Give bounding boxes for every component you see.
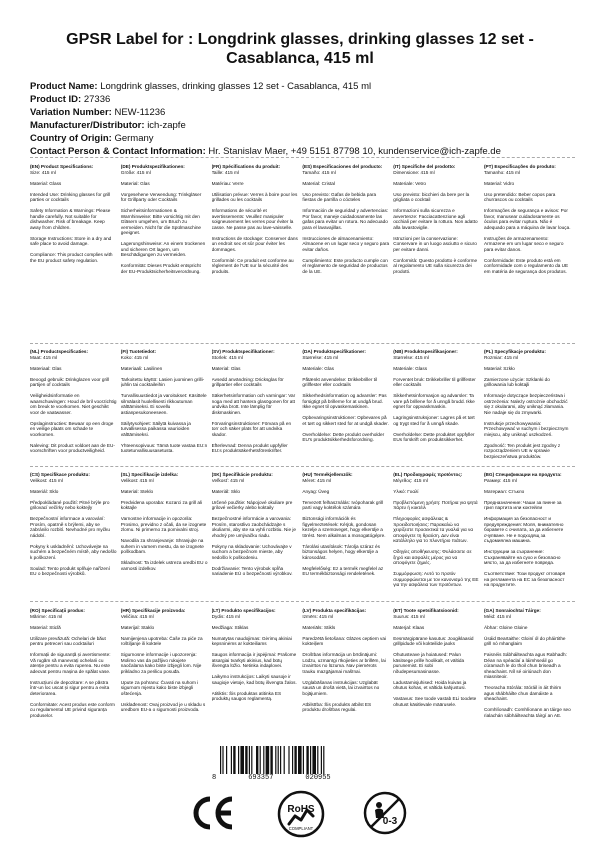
spec-text: Taille: 415 ml Matériau: Verre Utilisation prévue: Verres à boire pour les grillades ou les cocktails Informations de sécurité et avertissements: Veuillez manipuler soigneusement les verres pour éviter la casse. Ne passe pas au lave-vaisselle. Instructions de stockage: Conserver dans un endroit sec et sûr pour éviter les dommages. Conformité: Ce produit est conforme au règlement de l'UE sur la sécurité des produits. [211, 169, 298, 274]
spec-heading: (LT) Produkto specifikacijos: [211, 608, 276, 613]
spec-heading: (HR) Specifikacije proizvoda: [120, 608, 186, 613]
meta-row [30, 132, 575, 145]
spec-block-es [302, 164, 393, 339]
spec-text: Μέγεθος: 415 ml Υλικό: Γυαλί Προβλεπόμενη χρήση: Ποτήρια για ψητά πάρτυ ή κοκτέιλ Πληροφορίες ασφάλειας & προειδοποιήσεις: Παρακαλώ να χειρίζεστε προσεκτικά τα γυαλιά για να αποφύγετε τη θραύση. Δεν είναι κατάλληλο για το πλυντήριο πιάτων. Οδηγίες αποθήκευσης: Φυλάσσετε σε ξηρό και ασφαλές μέρος για να αποφύγετε ζημιές. Συμμόρφωση: Αυτό το προϊόν συμμορφώνεται με τον κανονισμό της ΕΕ για την ασφάλεια των προϊόντων. [393, 477, 479, 587]
spec-text: Veličina: 415 ml Materijal: Staklo Namijenjena upotreba: Čaše za piće za roštiljanje ili koktele Sigurnosne informacije i upozorenja: Molimo vas da pažljivo rukujete naočalama kako biste izbjegli lom. Nije prikladno za perilicu posuđa. Upute za pohranu: Čuvati na suhom i sigurnom mjestu kako biste izbjegli oštećenja. Usklađenost: Ovaj proizvod je u skladu s uredbom EU-a o sigurnosti proizvoda. [120, 613, 206, 712]
rohs-compliant-icon [277, 790, 325, 838]
meta-value: NEW-11236 [114, 107, 166, 118]
title-line-1: GPSR Label for : Longdrink glasses, drinking glasses 12 set - [66, 31, 534, 48]
meta-value: ich-zapfe [147, 120, 186, 131]
spec-heading: (HU) Termékjellemzők: [302, 472, 353, 477]
spec-heading: (NB) Produktspesifikasjoner: [393, 349, 458, 354]
spec-heading: (CS) Specifikace produktu: [30, 472, 90, 477]
divider [30, 466, 575, 467]
spec-text: Dimensione: 415 ml Materiale: Vetro Uso previsto: bicchieri da bere per la grigliata o cocktail Informazioni sulla sicurezza e avvertenze: Facciacattenzione agli occhiali per evitare la rottura. Non adatto alla lavastoviglie. Istruzioni per la conservazione: Conservare in un luogo asciutto e sicuro per evitare danni. Conformità: Questo prodotto è conforme al regolamento UE sulla sicurezza dei prodotti. [393, 169, 478, 274]
spec-block-da [302, 349, 393, 463]
spec-text: Koko: 415 ml Materiaali: Lasilinen Tarkoitettu käyttö: Lasien juominen grilli-juhlin tai cocktaileihin Turvallisuustiedot ja varoitukset: Käsittele silmälasit huolellisesti rikkoutuman välttämiseksi. Ei sovellu astianpesukoneeseen. Säilytysohjeet: Säilytä kuivassa ja turvallisessa paikassa vaurioiden välttämiseksi. Yhteensopivuus: Tämä tuote vastaa EU:n tuoteturvallisuusasetusta. [120, 354, 208, 453]
spec-block-el [393, 472, 484, 598]
spec-heading: (DE) Produktspezifikationen: [120, 164, 185, 169]
spec-heading: (SK) Špecifikácie produktu: [211, 472, 273, 477]
meta-key: Variation Number: [30, 107, 112, 118]
not-for-children-0-3-icon [362, 790, 408, 836]
spec-heading: (EL) Προδιαγραφές προϊόντος: [393, 472, 463, 477]
barcode-digits [212, 774, 382, 782]
spec-block-hu [302, 472, 393, 598]
meta-row [30, 93, 575, 106]
ean-barcode [212, 746, 372, 782]
spec-text: Размер: 415 ml Материал: Стъкло Предназначение: Чаши за пиене за грил партита или коктейли Информация за безопасност и предупреждения: Моля, внимателно боравете с очилата, за да избегнете счупване. Не е подходящ за съдомиялна машина. Инструкции за съхранение: Съхранявайте на сухо и безопасно място, за да избегнете повреда. Съответствие: Този продукт отговаря на регламента на ЕС за безопасност на продуктите. [483, 477, 566, 587]
spec-row-2 [30, 349, 575, 463]
divider [30, 343, 575, 344]
spec-row-3 [30, 472, 575, 598]
barcode-digit-lead: 8 [212, 774, 217, 782]
meta-row [30, 80, 575, 93]
age-text: 0-3 [382, 816, 398, 827]
spec-heading: (SV) Produktspecifikationer: [211, 349, 275, 354]
spec-text: Størrelse: 415 ml Materiale: Glas Påtænkt anvendelse: Drikkebriller til grillfester eller cocktails Sikkerhedsinformation og advarsler: Pas forsigtigt på brillerne for at undgå brud. Ikke egnet til opvaskemaskinen. Opbevaringsinstruktioner: Opbevares på et tørt og sikkert sted for at undgå skader. Overholdelse: Dette produkt overholder EU's produktsikkerhedsforordning. [302, 354, 389, 442]
spec-heading: (ET) Toote spetsifikatsioonid: [393, 608, 459, 613]
spec-heading: (RO) Specificații produs: [30, 608, 85, 613]
spec-row-1 [30, 164, 575, 339]
divider [30, 601, 575, 602]
spec-heading: (PL) Specyfikacje produktu: [483, 349, 546, 354]
spec-text: Velikost: 415 ml Material: Steklo Predvidena uporaba: Kozarci za grill ali koktajle Varnostne informacije in opozorila: Prosimo, previdno z očali, da se izognete zlomu. Ni primerno za pomivalni stroj. Navodila za shranjevanje: Shranjujte na suhem in varnem mestu, da se izognete poškodbam. Skladnost: Ta izdelek ustreza uredbi EU o varnosti izdelkov. [120, 477, 208, 571]
spec-block-sl [121, 472, 212, 598]
spec-text: Größe: 415 ml Material: Glas Vorgesehene Verwendung: Trinkgläser für Grillparty oder Cocktails Sicherheitsinformationen & Warnhinweise: Bitte vorsichtig mit den Gläsern umgehen, um Bruch zu vermeiden. Nicht für die Spülmaschine geeignet. Lagerungshinweise: An einem trockenen und sicheren Ort lagern, um Beschädigungen zu vermeiden. Konformität: Dieses Produkt entspricht der EU-Produktsicherheitsverordnung. [120, 169, 206, 274]
spec-block-de [121, 164, 212, 339]
spec-block-pt [484, 164, 575, 339]
spec-heading: (DA) Produktspecifikationer: [302, 349, 366, 354]
meta-key: Product ID: [30, 94, 82, 105]
barcode-digits-left: 693357 [248, 774, 274, 782]
rohs-sub-text: COMPLIANT [288, 826, 314, 831]
meta-value: 27336 [83, 94, 111, 105]
meta-row [30, 119, 575, 132]
spec-heading: (GA) Sonraíochtaí Táirge: [483, 608, 541, 613]
spec-text: Veľkosť: 415 ml Materiál: Sklo Určené použitie: Nápojové okuliare pre grilové večierky alebo koktaily Bezpečnostné informácie a varovania: Prosím, starostlivo zaobchádzajte s okuliarmi, aby ste sa vyhli rozbitiu. Nie je vhodný pre umývačku riadu. Pokyny na skladovanie: Uchovávajte v suchom a bezpečnom mieste, aby nedošlo k poškodeniu. Dodržiavanie: Tento výrobok spĺňa nariadenie EÚ o bezpečnosti výrobkov. [211, 477, 297, 576]
spec-block-bg [484, 472, 575, 598]
spec-text: Méid: 415 ml Ábhar: Gloine Gloine Úsáid Beartaithe: Gloiní ól do pháirtithe grill nó mhanglaim Faisnéis Sábháilteachta agus Rabhadh: Déan na spéaclaí a láimhseáil go cúramach le do thoil chun briseadh a sheachaint. Níl sé oiriúnach don miasniteoir. Treoracha Stórála: Stóráil in áit thirim agus shábháilte chun damáiste a sheachaint. Comhlíonadh: Comhlíonann an táirge seo rialachán sábháilteachta táirgí an AE. [483, 613, 571, 718]
barcode-bars [220, 746, 372, 774]
spec-block-lv [302, 608, 393, 742]
spec-text: Izmērs: 415 ml Materiāls: Stikls Paredzētā lietošana: Glāzes ceptiem vai kokteiļiem Drošības informācija un brīdinājumi: Lūdzu, uzmanīgi rīkojieties ar brillēm, lai izvairītos no lūzuma. Nav piemērots trauku mazgājamai mašīnai. Uzglabāšanas instrukcijas: Uzglabāt sausā un drošā vietā, lai izvairītos no bojājumiem. Atbilstība: Šis produkts atbilst ES produktu drošības regulai. [302, 613, 387, 712]
rohs-text: RoHS [287, 804, 315, 815]
meta-key: Product Name: [30, 81, 98, 92]
meta-value: Hr. Stanislav Maer, +49 5151 87798 10, kundenservice@ich-zapfe.de [208, 146, 501, 157]
spec-text: Rozmiar: 415 ml Materiał: Szkło Zamierzone użycie: Szklanki do grillowania lub koktajli Informacje dotyczące bezpieczeństwa i ostrzeżenia: Należy ostrożnie obchodzić się z okularami, aby uniknąć złamania. Nie nadaje się do zmywarki. Instrukcje przechowywania: Przechowywać w suchym i bezpiecznym miejscu, aby uniknąć uszkodzeń. Zgodność: Ten produkt jest zgodny z rozporządzeniem UE w sprawie bezpieczeństwa produktów. [483, 354, 569, 459]
spec-block-en [30, 164, 121, 339]
spec-text: Dydis: 415 ml Medžiaga: Stiklas Numatytas naudojimas: Gėrimų akiniai kepsninėms ar kokteiliams Saugos informacija ir įspėjimai: Prašome atsargiai tvarkyti akinius, kad būtų išvengta lūžio. Netinka indaplovei. Laikymo instrukcijos: Laikyti sausoje ir saugioje vietoje, kad būtų išvengta žalos. Atitiktis: Šis produktas atitinka ES produktų saugos reglamentą. [211, 613, 297, 701]
page-title [0, 30, 600, 68]
meta-key: Contact Person & Contact Information: [30, 146, 206, 157]
spec-text: Storlek: 415 ml Material: Glas Avsedd användning: Dricksglas för grillpartier eller cocktails Säkerhetsinformation och varningar: Var noga med att hantera glasögonen för att undvika brott. Inte lämplig för diskmaskinen. Förvaringsinstruktioner: Förvara på en torr och säker plats för att undvika skador. Efterlevnad: Denna produkt uppfyller EU:s produktsäkerhetsföreskrifter. [211, 354, 296, 453]
spec-text: Tamaño: 415 ml Material: Cristal Uso previsto: Gafas de bebida para fiestas de parrilla o cócteles Información de seguridad y advertencias: Por favor, maneje cuidadosamente las gafas para evitar un rotura. No adecuado para el lavavajillas. Instrucciones de almacenamiento: Almacene en un lugar seco y seguro para evitar daños. Cumplimiento: Este producto cumple con el reglamento de seguridad de productos de la UE. [302, 169, 390, 274]
meta-key: Country of Origin: [30, 133, 112, 144]
spec-text: Maat: 415 ml Materiaal: Glas Beoogd gebruik: Drinkglazen voor grill partijen of cocktails Veiligheidsinformatie en waarschuwingen: Houd de bril voorzichtig om breuk te voorkomen. Niet geschikt voor de vaatwasser. Opslaginstructies: Bewaar op een droge en veilige plaats om schade te voorkomen. Naleving: Dit product voldoet aan de EU-voorschriften voor productveiligheid. [30, 354, 117, 453]
spec-block-fi [121, 349, 212, 463]
spec-heading: (FI) Tuotetiedot: [120, 349, 157, 354]
spec-block-fr [212, 164, 303, 339]
compliance-logos [0, 790, 600, 840]
spec-block-hr [121, 608, 212, 742]
spec-text: Mărime: 415 ml Material: Sticlă Utilizare prevăzută: Ochelari de băut pentru petreceri sau cocktailuri Informații de siguranță și avertismente: Vă rugăm să manevrați ochelarii cu atenție pentru a evita ruperea. Nu este adecvat pentru mașina de spălat vase. Instrucțiuni de depozitare: A se păstra într-un loc uscat și sigur pentru a evita deteriorarea. Conformitate: Acest produs este conform cu regulamentul UE privind siguranța produselor. [30, 613, 115, 718]
spec-text: Suurus: 415 ml Materjal: Klaas Eesmärgipärane kasutus: Joogiklaasid grillpidude või kokteilide jaoks Ohutusteave ja hoiatused: Palun käsitsege prille hoolikalt, et vältida purunemist. Ei sobi nõudepesumasinasse. Ladustamisjuhised: Hoida kuivas ja ohutus kohas, et vältida kahjustusi. Vastavus: See toode vastab ELi toodete ohutust käsitlevale määrusele. [393, 613, 477, 707]
barcode-digits-right: 020955 [305, 774, 331, 782]
spec-heading: (FR) Spécifications du produit: [211, 164, 281, 169]
spec-heading: (PT) Especificações do produto: [483, 164, 556, 169]
spec-block-cs [30, 472, 121, 598]
spec-text: Velikost: 415 ml Materiál: Sklo Předpokládané použití: Pitné brýle pro grilovací večírky nebo koktejly Bezpečnostní informace a varování: Prosím, opatrně s brýlemi, aby se zabránilo rozbití. Nevhodné pro myčku nádobí. Pokyny k uskladnění: Uchovávejte na suchém a bezpečném místě, aby nedošlo k poškození. Soulad: Tento produkt splňuje nařízení EU o bezpečnosti výrobků. [30, 477, 117, 576]
spec-heading: (ES) Especificaciones del producto: [302, 164, 383, 169]
spec-heading: (SL) Specifikacije izdelka: [120, 472, 179, 477]
spec-heading: (BG) Спецификации на продукта: [483, 472, 562, 477]
spec-block-lt [212, 608, 303, 742]
spec-heading: (EN) Product Specifications: [30, 164, 94, 169]
meta-key: Manufacturer/Distributor: [30, 120, 145, 131]
spec-row-4 [30, 608, 575, 742]
spec-block-nl [30, 349, 121, 463]
spec-text: Size: 415 ml Material: Glass Intended Use: Drinking glasses for grill parties or cocktails Safety Information & Warnings: Please handle carefully. Not suitable for dishwasher. Risk of breakage. Keep away from children. Storage Instructions: Store in a dry and safe place to avoid damage. Compliance: This product complies with the EU product safety regulation. [30, 169, 113, 263]
divider [30, 157, 575, 158]
spec-block-ga [484, 608, 575, 742]
meta-value: Germany [114, 133, 154, 144]
meta-value: Longdrink glasses, drinking glasses 12 set - Casablanca, 415 ml [100, 81, 372, 92]
spec-block-it [393, 164, 484, 339]
spec-text: Méret: 415 ml Anyag: Üveg Tervezett felhasználás: Ivópoharak grill parti vagy koktélok számára Biztonsági információk és figyelmeztetések: Kérjük, gondosan kezelje a szemüveget, hogy elkerülje a törést. Nem alkalmas a mosogatógépre. Tárolási utasítások: Tárolja száraz és biztonságos helyen, hogy elkerülje a károsodást. Megfelelőség: Ez a termék megfelel az EU termékbiztonsági rendeletének. [302, 477, 386, 576]
spec-heading: (NL) Productspecificaties: [30, 349, 89, 354]
spec-block-ro [30, 608, 121, 742]
spec-block-pl [484, 349, 575, 463]
spec-block-nb [393, 349, 484, 463]
spec-heading: (IT) Specifiche del prodotto: [393, 164, 456, 169]
spec-block-sk [212, 472, 303, 598]
product-meta [30, 80, 575, 158]
spec-block-et [393, 608, 484, 742]
title-line-2: Casablanca, 415 ml [226, 50, 374, 67]
spec-heading: (LV) Produkta specifikācijas: [302, 608, 367, 613]
spec-block-sv [212, 349, 303, 463]
ce-mark-icon [190, 790, 236, 836]
meta-row [30, 106, 575, 119]
spec-text: Størrelse: 415 ml Materiale: Glass Forventet bruk: Drikkebriller til grillfester eller cocktails Sikkerhetsinformasjon og advarsler: Ta vare på brillene for å unngå brudd. Ikke egnet for oppvaskmaskin. Lagringsinstruksjoner: Lagres på et tørt og trygt sted for å unngå skade. Overholdelse: Dette produktet oppfyller EUs forskrift om produktsikkerhet. [393, 354, 476, 442]
spec-text: Tamanho: 415 ml Material: Vidro Uso pretendido: Beber copos para churrascos ou cocktails Informações de segurança e avisos: Por favor, manusear cuidadosamente os óculos para evitar ruptura. Não é adequado para a máquina de lavar louça. Instruções de armazenamento: Armazene em um lugar seco e seguro para evitar danos. Conformidade: Este produto está em conformidade com o regulamento da UE em matéria de segurança dos produtos. [483, 169, 571, 274]
